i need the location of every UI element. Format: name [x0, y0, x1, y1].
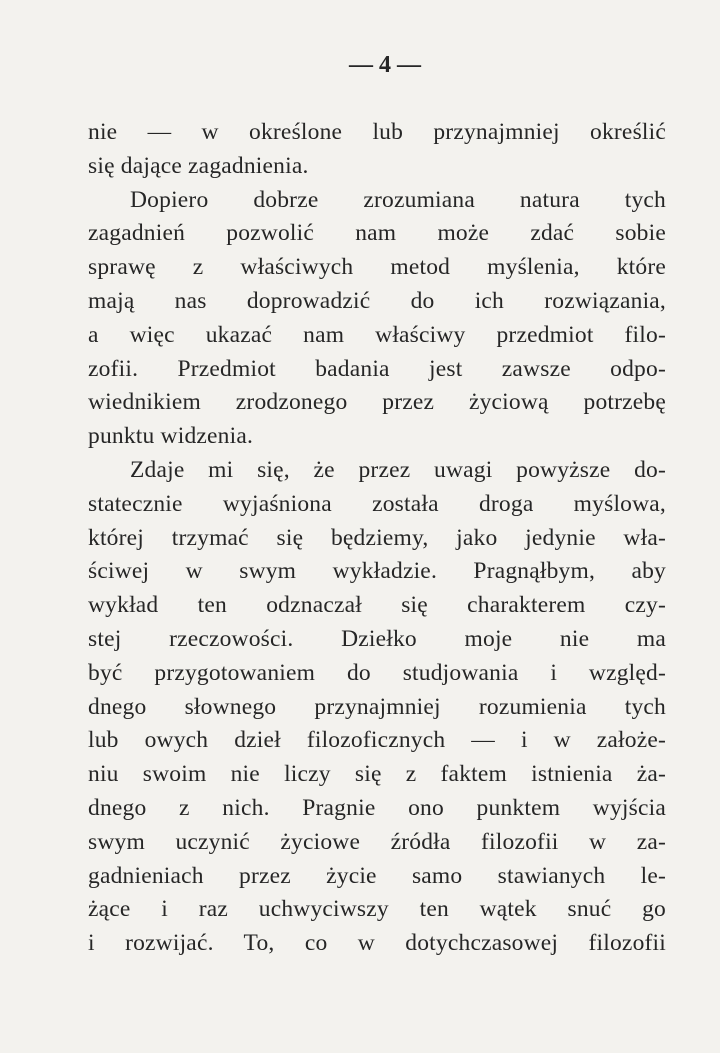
text-line: gadnieniach przez życie samo stawianych le-: [88, 862, 666, 889]
text-line: żące i raz uchwyciwszy ten wątek snuć go: [88, 896, 666, 923]
text-line: swym uczynić życiowe źródła filozofii w za-: [88, 828, 666, 855]
text-line: nie — w określone lub przynajmniej określić: [88, 119, 666, 145]
text-line: Dopiero dobrze zrozumiana natura tych: [130, 186, 666, 213]
text-line: i rozwijać. To, co w dotychczasowej filozofii: [88, 930, 666, 957]
text-line: niu swoim nie liczy się z faktem istnienia ża-: [88, 761, 666, 788]
text-line: stej rzeczowości. Dziełko moje nie ma: [88, 625, 666, 652]
text-line: wiednikiem zrodzonego przez życiową potrzebę: [88, 389, 666, 416]
text-line: Zdaje mi się, że przez uwagi powyższe do-: [130, 456, 666, 483]
text-line: ściwej w swym wykładzie. Pragnąłbym, aby: [88, 558, 666, 585]
text-line: zagadnień pozwolić nam może zdać sobie: [88, 220, 666, 247]
page-number: — 4 —: [349, 52, 421, 78]
text-line: punktu widzenia.: [88, 423, 254, 450]
text-line: być przygotowaniem do studjowania i względ-: [88, 659, 666, 686]
text-line: statecznie wyjaśniona została droga myślowa,: [88, 490, 666, 517]
text-line: lub owych dzieł filozoficznych — i w założe-: [88, 727, 666, 754]
text-line: a więc ukazać nam właściwy przedmiot filo-: [88, 321, 666, 348]
text-line: której trzymać się będziemy, jako jedynie wła-: [88, 524, 666, 551]
text-line: dnego z nich. Pragnie ono punktem wyjścia: [88, 794, 666, 821]
text-line: się dające zagadnienia.: [88, 152, 309, 179]
page-body-text: [88, 116, 666, 961]
text-line: dnego słownego przynajmniej rozumienia tych: [88, 693, 666, 720]
text-line: sprawę z właściwych metod myślenia, które: [88, 254, 666, 281]
text-line: zofii. Przedmiot badania jest zawsze odpo-: [88, 355, 666, 382]
text-line: wykład ten odznaczał się charakterem czy-: [88, 592, 666, 619]
text-line: mają nas doprowadzić do ich rozwiązania,: [88, 287, 666, 314]
